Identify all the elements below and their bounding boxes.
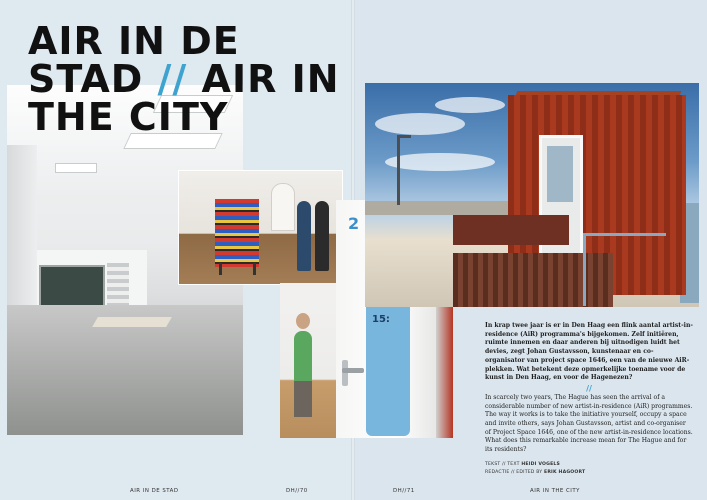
footer-section-left: AIR IN DE STAD xyxy=(130,488,179,494)
door-number: 2 xyxy=(348,214,360,233)
lamp-arm xyxy=(397,135,411,138)
page-title xyxy=(28,19,340,139)
credit-text-label: TEKST // TEXT xyxy=(485,461,520,467)
title-line-2b: AIR IN xyxy=(201,57,340,101)
shelf-sculpture xyxy=(215,199,259,267)
skyline xyxy=(365,201,508,215)
visitor-figure xyxy=(315,201,329,271)
door-handle-plate xyxy=(342,360,348,386)
sculpture-leg xyxy=(253,263,256,275)
person-head xyxy=(296,313,310,329)
arched-doorway xyxy=(271,183,295,231)
credit-edit-line xyxy=(485,469,693,477)
credit-edit-name: ERIK HAGOORT xyxy=(543,469,586,475)
container-door-window xyxy=(547,146,573,202)
installation-photo xyxy=(178,170,343,285)
intro-english: In scarcely two years, The Hague has seen the arrival of a considerable number of new artist-in-residence (AiR) programmes. The way it works is to take the initiative yourself, occupy a space and invite others, says Johan Gustavsson, artist and co-organiser of Project Space 1646, one of the new artist-in-residence locations. What does this remarkable increase mean for The Hague and for its residents? xyxy=(485,393,693,454)
skylight-3 xyxy=(55,163,97,173)
credit-text-line xyxy=(485,461,693,469)
cloud xyxy=(435,97,505,113)
gallery-floor-mat xyxy=(92,317,172,327)
stair-railing xyxy=(583,233,666,306)
title-line-3: THE CITY xyxy=(28,95,229,139)
title-line-2a: STAD xyxy=(28,57,144,101)
door-hanger-text: 15: xyxy=(372,314,390,325)
footer-page-right: DH//71 xyxy=(393,488,415,494)
door-handle xyxy=(342,368,364,373)
deck-bench xyxy=(453,215,569,245)
corridor-photo xyxy=(280,283,336,438)
cloud xyxy=(385,153,495,171)
footer-page-left: DH//70 xyxy=(286,488,308,494)
sculpture-leg xyxy=(219,263,222,275)
cloud xyxy=(375,113,465,135)
article-intro xyxy=(485,322,693,477)
gallery-glass-doors xyxy=(39,265,105,309)
intro-dutch: In krap twee jaar is er in Den Haag een flink aantal artist-in-residence (AiR) programma's bijgekomen. Zelf initiëren, ruimte innemen en daar anderen bij uitnodigen luidt het devies, zegt Johan Gustavsson, kunstenaar en co-organisator van project space 1646, een van de nieuwe AiR-plekken. Wat betekent deze opmerkelijke toename voor de kunst in Den Haag, en voor de Hagenezen? xyxy=(485,322,693,382)
person-legs xyxy=(294,381,312,417)
credit-edit-label: REDACTIE // EDITED BY xyxy=(485,469,543,475)
visitor-figure xyxy=(297,201,311,271)
gallery-stairs xyxy=(107,263,129,305)
lamp-pole xyxy=(397,135,400,205)
person-body xyxy=(294,331,312,383)
credit-text-name: HEIDI VOGELS xyxy=(521,461,561,467)
title-line-1: AIR IN DE xyxy=(28,19,240,63)
language-divider: // xyxy=(586,383,592,393)
title-slash: // xyxy=(157,57,188,101)
container-photo xyxy=(365,83,699,307)
footer-section-right: AIR IN THE CITY xyxy=(530,488,580,494)
article-credits xyxy=(485,461,693,477)
